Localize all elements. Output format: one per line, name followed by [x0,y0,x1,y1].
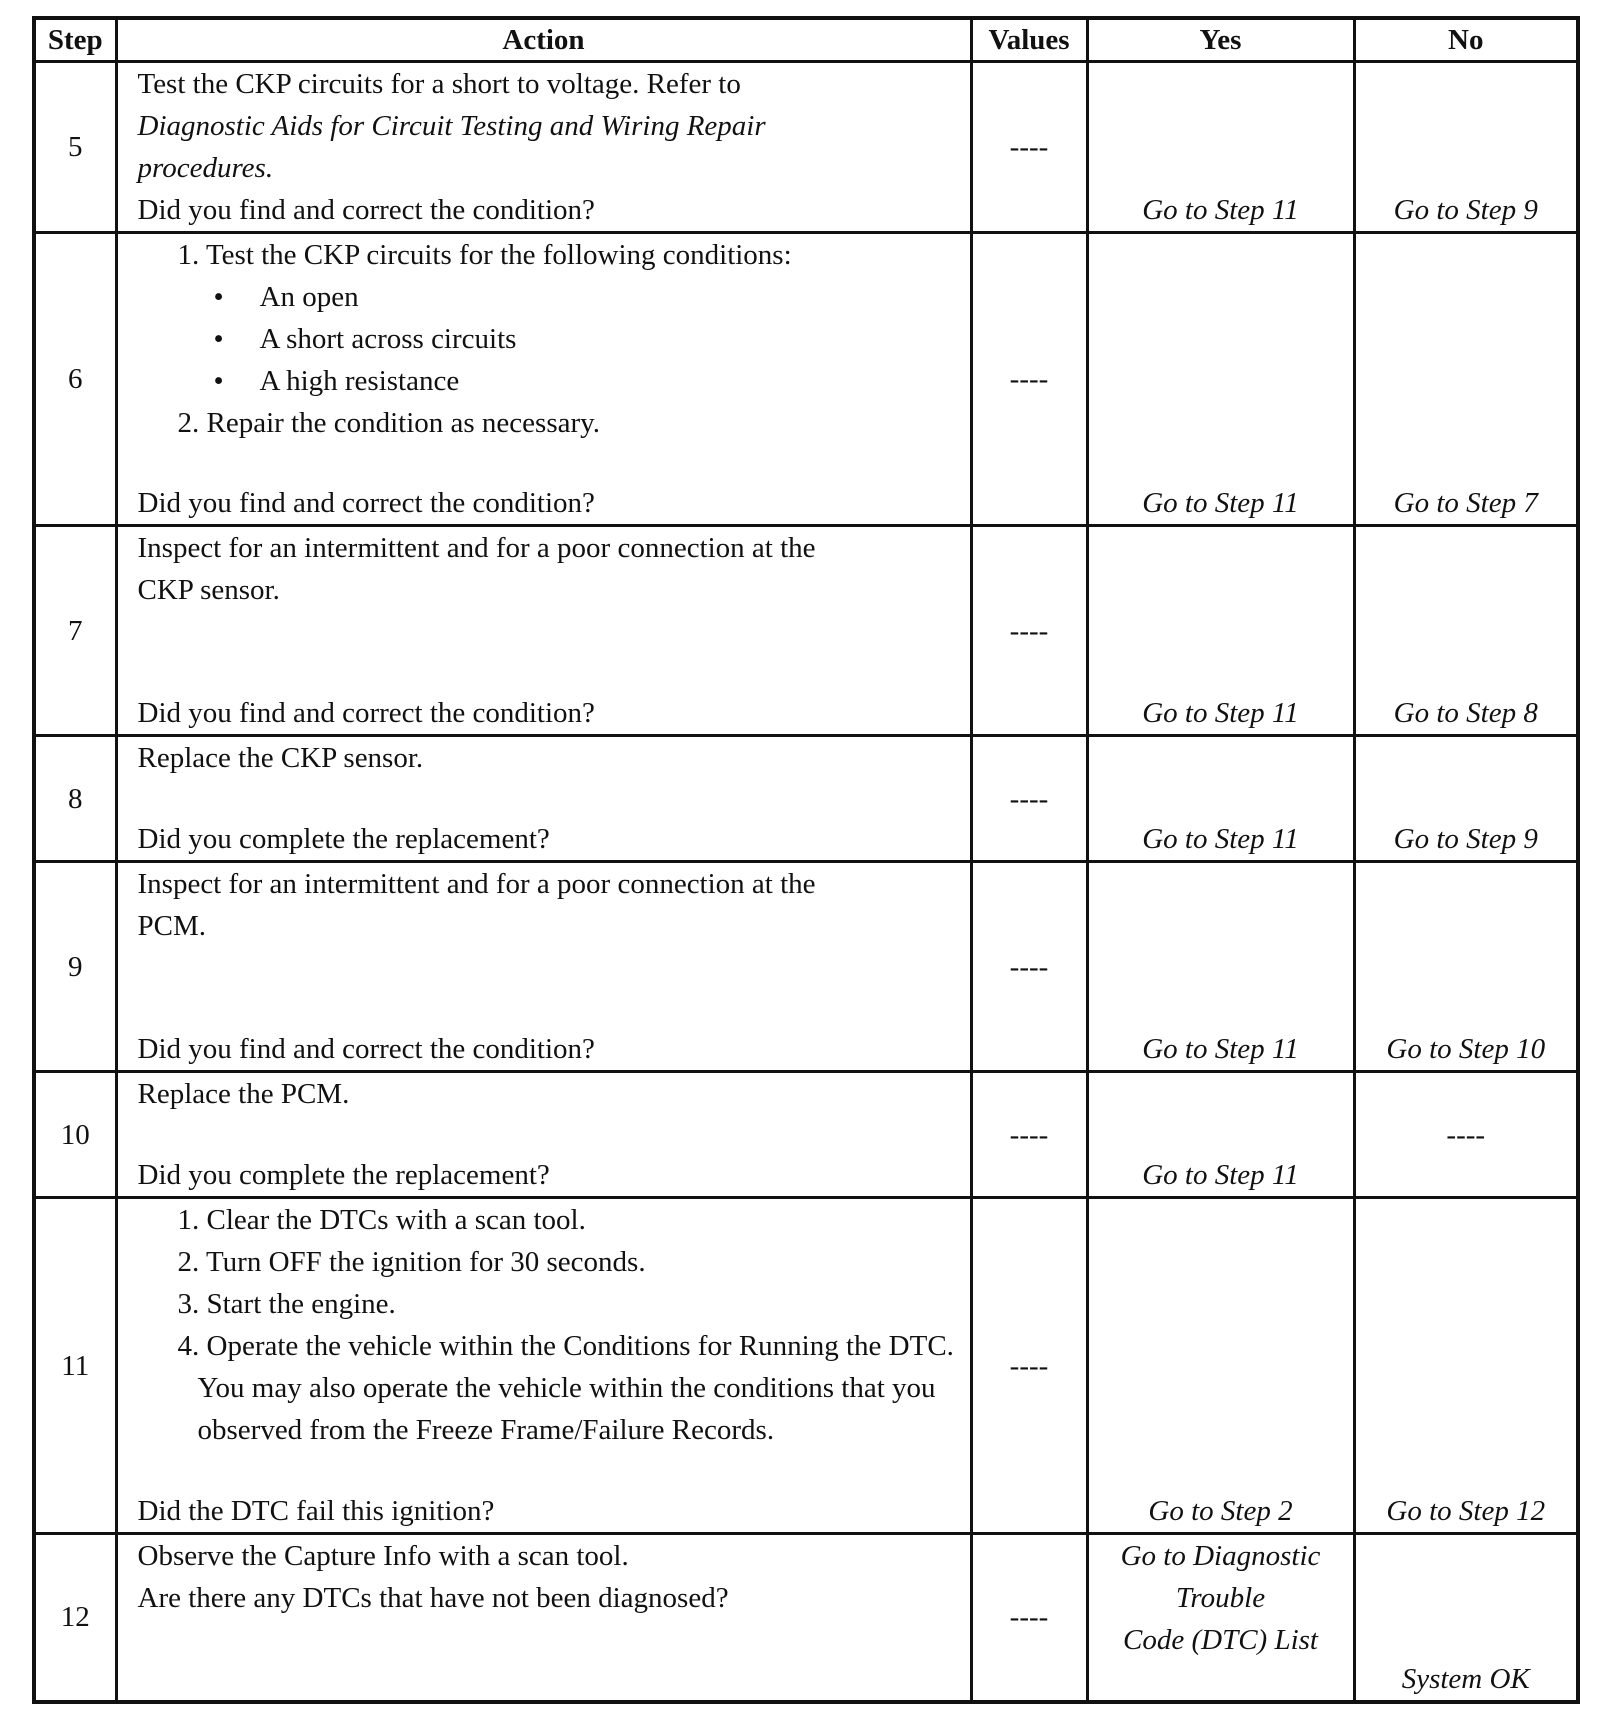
action-text: PCM. [137,910,207,942]
no-cell: System OK [1354,1534,1578,1702]
action-cell [116,862,971,1072]
procedures-reference: procedures. [137,152,274,184]
diagnostic-aids-reference: Diagnostic Aids for Circuit Testing and Wiring Repair [137,110,766,142]
values-cell: ---- [971,1072,1087,1198]
no-cell: Go to Step 8 [1354,526,1578,736]
action-text: CKP sensor. [137,574,280,606]
yes-cell: Go to Step 11 [1087,1072,1354,1198]
yes-cell: Go to Step 11 [1087,526,1354,736]
action-text: Test the CKP circuits for a short to voltage. Refer to [137,68,741,100]
table-row [34,1198,1578,1534]
step-number: 7 [34,526,116,736]
action-text: Replace the PCM. [137,1078,350,1110]
no-cell: Go to Step 9 [1354,736,1578,862]
action-question: Did you find and correct the condition? [137,1033,595,1065]
table-row [34,1534,1578,1702]
diagnostic-table [32,16,1580,1704]
yes-cell: Go to Step 11 [1087,736,1354,862]
table-row [34,526,1578,736]
condition-bullets [198,276,960,402]
header-yes: Yes [1087,18,1354,62]
list-item: 1. Clear the DTCs with a scan tool. [177,1204,586,1236]
action-cell [116,736,971,862]
no-cell: Go to Step 7 [1354,233,1578,526]
table-row [34,233,1578,526]
step-number: 5 [34,62,116,233]
action-text: Inspect for an intermittent and for a poor connection at the [137,868,816,900]
values-cell: ---- [971,233,1087,526]
header-no: No [1354,18,1578,62]
step-number: 9 [34,862,116,1072]
action-cell [116,62,971,233]
yes-cell: Go to Step 11 [1087,862,1354,1072]
header-step: Step [34,18,116,62]
bullet-item: • A short across circuits [236,318,960,360]
list-item: 4. Operate the vehicle within the Conditions for Running the DTC. You may also operate the vehicle within the conditions that you observed from the Freeze Frame/Failure Records. [177,1330,954,1446]
values-cell: ---- [971,1198,1087,1534]
yes-line: Trouble [1175,1582,1266,1614]
yes-cell: Go to Step 2 [1087,1198,1354,1534]
table-row [34,62,1578,233]
no-cell: Go to Step 9 [1354,62,1578,233]
values-cell: ---- [971,1534,1087,1702]
bullet-item: • An open [236,276,960,318]
no-cell: Go to Step 12 [1354,1198,1578,1534]
list-item: 2. Turn OFF the ignition for 30 seconds. [177,1246,646,1278]
action-question: Did you complete the replacement? [137,1159,550,1191]
values-cell: ---- [971,62,1087,233]
action-cell [116,233,971,526]
action-question: Did you find and correct the condition? [137,697,595,729]
no-cell: Go to Step 10 [1354,862,1578,1072]
action-cell [116,1534,971,1702]
step-number: 12 [34,1534,116,1702]
list-item-text: 1. Test the CKP circuits for the following conditions: [177,239,792,271]
action-text: Replace the CKP sensor. [137,742,424,774]
step-number: 6 [34,233,116,526]
action-question: Did you complete the replacement? [137,823,550,855]
action-text: Inspect for an intermittent and for a poor connection at the [137,532,816,564]
header-row [34,18,1578,62]
header-values: Values [971,18,1087,62]
yes-line: Go to Diagnostic [1120,1540,1321,1572]
no-cell: ---- [1354,1072,1578,1198]
header-action: Action [116,18,971,62]
yes-line: Code (DTC) List [1123,1624,1318,1656]
values-cell: ---- [971,862,1087,1072]
action-question: Did you find and correct the condition? [137,487,595,519]
yes-cell [1087,1534,1354,1702]
yes-cell: Go to Step 11 [1087,233,1354,526]
action-question: Did you find and correct the condition? [137,194,595,226]
action-steps-list [138,234,960,444]
table-row [34,862,1578,1072]
action-cell [116,1198,971,1534]
dtc-list-link [1089,1535,1353,1661]
action-question: Did the DTC fail this ignition? [137,1495,495,1527]
bullet-item: • A high resistance [236,360,960,402]
values-cell: ---- [971,736,1087,862]
list-item [178,234,960,402]
action-cell [116,1072,971,1198]
table-row [34,1072,1578,1198]
yes-cell: Go to Step 11 [1087,62,1354,233]
step-number: 8 [34,736,116,862]
list-item: 3. Start the engine. [177,1288,396,1320]
step-number: 11 [34,1198,116,1534]
list-item: 2. Repair the condition as necessary. [177,407,601,439]
values-cell: ---- [971,526,1087,736]
action-question: Are there any DTCs that have not been diagnosed? [137,1582,729,1614]
action-text: Observe the Capture Info with a scan tool. [137,1540,629,1572]
action-steps-list [138,1199,960,1451]
table-row [34,736,1578,862]
step-number: 10 [34,1072,116,1198]
action-cell [116,526,971,736]
